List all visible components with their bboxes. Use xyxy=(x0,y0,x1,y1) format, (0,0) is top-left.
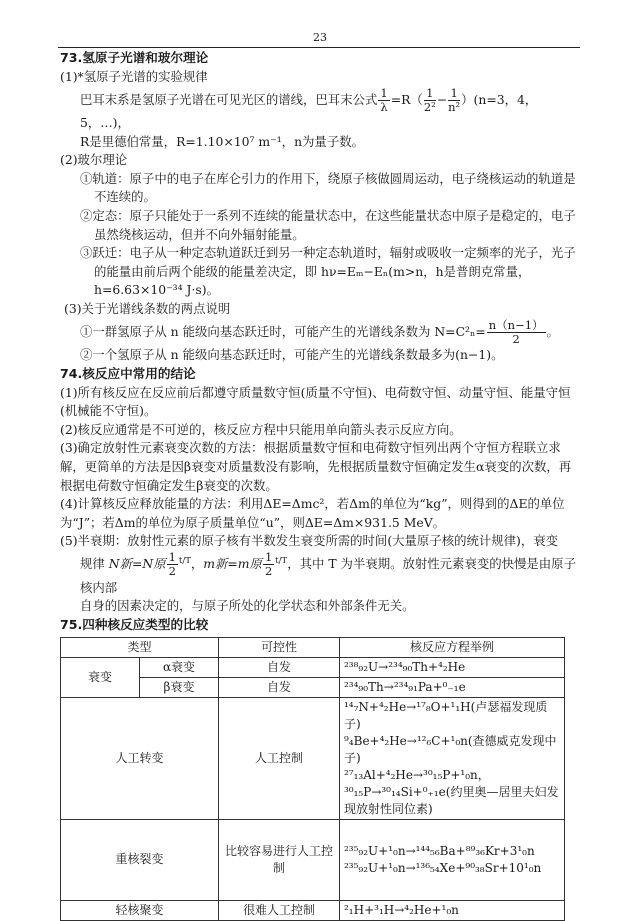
fission-label: 重核裂变 xyxy=(61,819,219,900)
section-74-title: 74.核反应中常用的结论 xyxy=(60,365,196,381)
equation-line: ³⁰₁₅P→³⁰₁₄Si+⁰₊₁e(约里奥—居里夫妇发现放射性同位素) xyxy=(344,784,559,816)
half-life-item: (5)半衰期：放射性元素的原子核有半数发生衰变所需的时间(大量原子核的统计规律)，衰变 xyxy=(60,533,559,549)
half-life-cause-line: 自身的因素决定的，与原子所处的化学状态和外部条件无关。 xyxy=(80,598,415,614)
fraction-one-half-a: $\frac{1}{2}$ xyxy=(168,550,176,579)
beta-equation: ²³⁴₉₀Th→²³⁴₉₁Pa+⁰₋₁e xyxy=(340,677,565,697)
fraction-one-over-two-squared: $\frac{1}{\text{2²}}$ xyxy=(423,85,436,114)
equation-line: ²³⁵₉₂U+¹₀n→¹³⁶₅₄Xe+⁹⁰₃₈Sr+10¹₀n xyxy=(344,860,542,875)
bohr-stationary-state-item: ②定态：原子只能处于一系列不连续的能量状态中，在这些能量状态中原子是稳定的，电子虽然绕核运动，但并不向外辐射能量。 xyxy=(80,207,576,242)
irreversibility-item: (2)核反应通常是不可逆的，核反应方程中只能用单向箭头表示反应方向。 xyxy=(60,421,462,437)
table-row xyxy=(61,697,565,819)
table-header-row xyxy=(61,637,565,657)
beta-controllability: 自发 xyxy=(219,677,340,697)
fraction-n-n-minus-1-over-2: $\frac{n(n-1)}{2}$ xyxy=(488,317,544,346)
fusion-controllability: 很难人工控制 xyxy=(219,900,340,920)
artificial-transmutation-label: 人工转变 xyxy=(61,697,219,819)
equation-line: ¹⁴₇N+⁴₂He→¹⁷₈O+¹₁H(卢瑟福发现质子) xyxy=(344,699,548,731)
header-rule xyxy=(58,47,580,48)
spectral-lines-group-item: ①一群氢原子从 n 能级向基态跃迁时，可能产生的光谱线条数为 N=C²ₙ= $\frac{n(n-1)}{2}$ 。 xyxy=(80,317,559,346)
section-75-title: 75.四种核反应类型的比较 xyxy=(60,616,209,632)
fraction-one-over-n-squared: $\frac{1}{\text{n²}}$ xyxy=(448,85,461,114)
s73-p2-heading: (2)玻尔理论 xyxy=(60,152,128,168)
conservation-item: (1)所有核反应在反应前后都遵守质量数守恒(质量不守恒)、电荷数守恒、动量守恒、能量守恒(机械能不守恒)。 xyxy=(60,384,571,419)
fraction-one-half-b: $\frac{1}{2}$ xyxy=(264,550,273,579)
nuclear-reaction-comparison-table xyxy=(60,637,565,921)
decay-label: 衰变 xyxy=(61,657,140,697)
s73-rydberg-line: R是里德伯常量，R=1.10×10⁷ m⁻¹，n为量子数。 xyxy=(80,133,364,149)
table-row xyxy=(61,657,565,677)
s73-balmer-formula-line: 巴耳末系是氢原子光谱在可见光区的谱线，巴耳末公式 $\frac{1}{\lambda}$ =R（ $\frac{1}{\text{2²}}$ − $\frac{1}{\text{n²}}$ ）(n=3，4，5，…)， xyxy=(80,85,538,130)
s73-p1-heading: (1)*氢原子光谱的实验规律 xyxy=(60,68,208,84)
table-row xyxy=(61,819,565,900)
table-row xyxy=(61,900,565,920)
decay-count-item: (3)确定放射性元素衰变次数的方法：根据质量数守恒和电荷数守恒列出两个守恒方程联立求解，更简单的方法是因β衰变对质量数没有影响，先根据质量数守恒确定发生α衰变的次数，再根据电荷数守恒确定发生β衰变的次数。 xyxy=(60,440,572,493)
artificial-controllability: 人工控制 xyxy=(219,697,340,819)
header-examples: 核反应方程举例 xyxy=(340,637,565,657)
beta-decay-label: β衰变 xyxy=(140,677,219,697)
equation-line: ⁹₄Be+⁴₂He→¹²₆C+¹₀n(查德威克发现中子) xyxy=(344,733,557,765)
energy-release-item: (4)计算核反应释放能量的方法：利用ΔE=Δmc²，若Δm的单位为“kg”，则得到的ΔE的单位为“J”；若Δm的单位为原子质量单位“u”，则ΔE=Δm×931.5 MeV。 xyxy=(60,496,565,530)
fusion-equation: ²₁H+³₁H→⁴₂He+¹₀n xyxy=(340,900,565,920)
alpha-equation: ²³⁸₉₂U→²³⁴₉₀Th+⁴₂He xyxy=(340,657,565,677)
half-life-law-line: 规律 N新=N原 $\frac{1}{2}$ $^{t/T}$，m新=m原 $\frac{1}{2}$ $^{t/T}$，其中 T 为半衰期。放射性元素衰变的快慢是由原子核内部 xyxy=(80,550,576,595)
header-type: 类型 xyxy=(61,637,219,657)
bohr-transition-item: ③跃迁：电子从一种定态轨道跃迁到另一种定态轨道时，辐射或吸收一定频率的光子，光子的能量由前后两个能级的能量差决定，即 hν=Eₘ−Eₙ(m>n，h是普朗克常量，h=6.63×10⁻³⁴ J·s)。 xyxy=(80,245,576,298)
fusion-label: 轻核聚变 xyxy=(61,900,219,920)
spectral-lines-single-item: ②一个氢原子从 n 能级向基态跃迁时，可能产生的光谱线条数最多为(n−1)。 xyxy=(80,347,504,363)
equation-line: ²⁷₁₃Al+⁴₂He→³⁰₁₅P+¹₀n， xyxy=(344,767,490,782)
bohr-orbit-item: ①轨道：原子中的电子在库仑引力的作用下，绕原子核做圆周运动，电子绕核运动的轨道是不连续的。 xyxy=(80,170,576,205)
header-controllability: 可控性 xyxy=(219,637,340,657)
page-content xyxy=(60,49,582,921)
fraction-one-over-lambda: $\frac{1}{\lambda}$ xyxy=(380,85,388,114)
s73-p3-heading: (3)关于光谱线条数的两点说明 xyxy=(64,301,231,317)
equation-line: ²³⁵₉₂U+¹₀n→¹⁴⁴₅₆Ba+⁸⁹₃₆Kr+3¹₀n xyxy=(344,843,535,858)
alpha-controllability: 自发 xyxy=(219,657,340,677)
section-73-title: 73.氢原子光谱和玻尔理论 xyxy=(60,50,209,65)
fission-equations xyxy=(340,819,565,900)
balmer-text: 巴耳末系是氢原子光谱在可见光区的谱线，巴耳末公式 xyxy=(80,91,378,107)
fission-controllability: 比较容易进行人工控制 xyxy=(219,819,340,900)
artificial-equations xyxy=(340,697,565,819)
alpha-decay-label: α衰变 xyxy=(140,657,219,677)
page-number: 23 xyxy=(313,31,327,44)
